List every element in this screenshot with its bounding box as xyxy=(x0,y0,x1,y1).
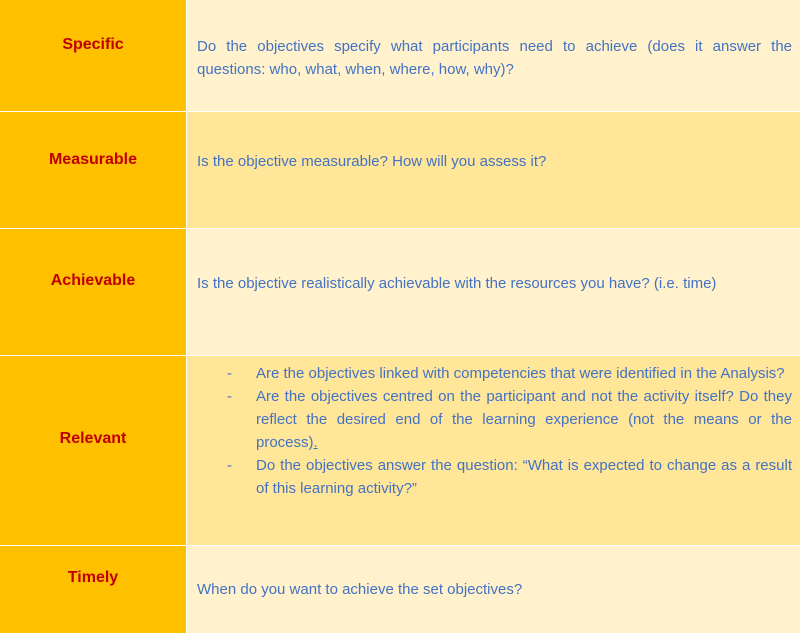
label-timely: Timely xyxy=(67,569,119,586)
content-cell-timely xyxy=(187,546,800,633)
label-cell-measurable xyxy=(0,112,187,228)
label-specific: Specific xyxy=(62,36,124,53)
table-row-timely xyxy=(0,545,800,633)
content-cell-measurable xyxy=(187,112,800,228)
description-timely: When do you want to achieve the set objectives? xyxy=(197,581,523,598)
table-row-achievable xyxy=(0,228,800,355)
label-cell-achievable xyxy=(0,229,187,355)
table-row-measurable xyxy=(0,111,800,228)
description-specific: Do the objectives specify what participants need to achieve (does it answer the questions: who, what, when, where, how, why)? xyxy=(197,38,792,78)
label-achievable: Achievable xyxy=(50,272,136,289)
list-item xyxy=(197,454,792,500)
dash-bullet: - xyxy=(227,457,232,474)
table-row-relevant xyxy=(0,355,800,545)
label-cell-specific xyxy=(0,0,187,111)
list-item xyxy=(197,362,792,385)
content-cell-specific xyxy=(187,0,800,111)
label-relevant: Relevant xyxy=(59,430,127,447)
relevant-bullet-2: Are the objectives centred on the participant and not the activity itself? Do they reflect the desired end of the learning experience (not the means or the process) xyxy=(256,388,792,451)
label-cell-relevant xyxy=(0,356,187,545)
content-cell-relevant xyxy=(187,356,800,545)
label-cell-timely xyxy=(0,546,187,633)
list-item xyxy=(197,385,792,454)
description-achievable: Is the objective realistically achievable with the resources you have? (i.e. time) xyxy=(197,275,717,292)
relevant-bullet-1: Are the objectives linked with competencies that were identified in the Analysis? xyxy=(256,365,785,382)
relevant-bullet-3: Do the objectives answer the question: “What is expected to change as a result of this learning activity?” xyxy=(256,457,792,497)
relevant-bullet-list xyxy=(197,362,792,500)
dash-bullet: - xyxy=(227,388,232,405)
description-measurable: Is the objective measurable? How will you assess it? xyxy=(197,153,547,170)
content-cell-achievable xyxy=(187,229,800,355)
table-row-specific xyxy=(0,0,800,111)
relevant-bullet-2-period: . xyxy=(313,434,318,451)
dash-bullet: - xyxy=(227,365,232,382)
label-measurable: Measurable xyxy=(48,151,138,168)
